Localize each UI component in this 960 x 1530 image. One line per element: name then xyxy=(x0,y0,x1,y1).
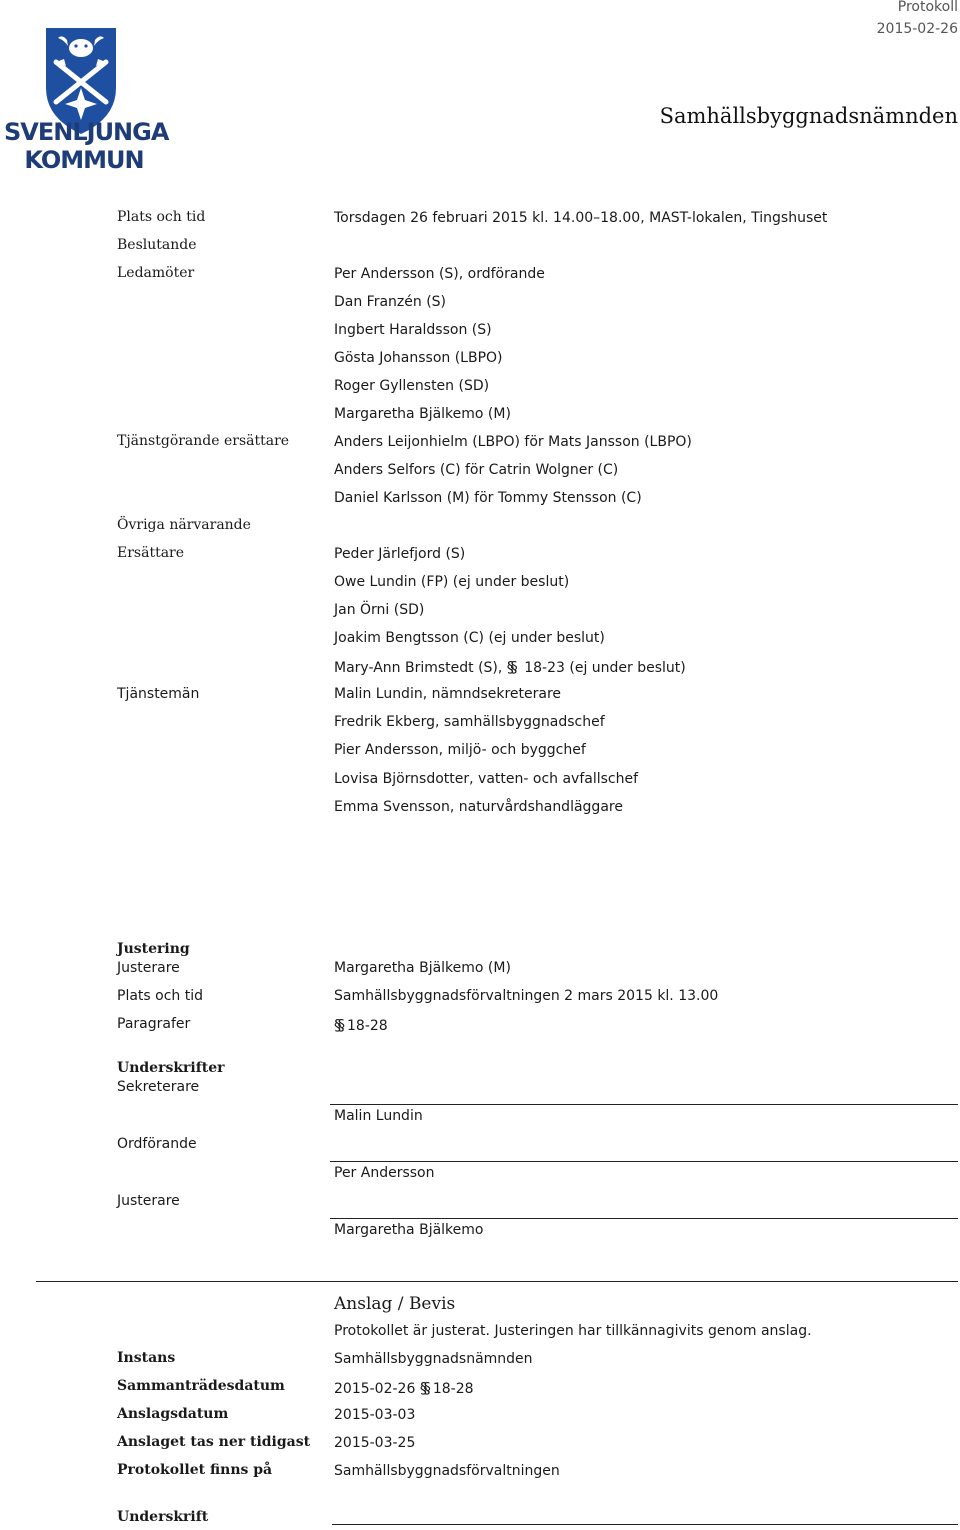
alternate-special-pre: Mary-Ann Brimstedt (S), xyxy=(334,660,507,676)
document-date: 2015-02-26 xyxy=(876,21,958,37)
location-label: Protokollet finns på xyxy=(117,1462,273,1478)
meeting-date: 2015-02-26 xyxy=(334,1381,416,1397)
justering-place-value: Samhällsbyggnadsförvaltningen 2 mars 2015 kl. 13.00 xyxy=(334,988,719,1004)
alternate-special-post: 18-23 (ej under beslut) xyxy=(519,660,686,676)
place-value: Torsdagen 26 februari 2015 kl. 14.00–18.00, MAST-lokalen, Tingshuset xyxy=(334,210,828,226)
committee-title: Samhällsbyggnadsnämnden xyxy=(659,104,958,128)
alternate-item-special xyxy=(334,658,686,676)
signatures-heading: Underskrifter xyxy=(117,1060,225,1076)
justering-paragraphs-range: 18-28 xyxy=(347,1018,388,1034)
chair-label: Ordförande xyxy=(117,1136,197,1152)
paragraph-symbol: §§ xyxy=(419,1379,427,1397)
notice-heading: Anslag / Bevis xyxy=(334,1294,456,1314)
alternate-item: Joakim Bengtsson (C) (ej under beslut) xyxy=(334,630,605,646)
location-value: Samhällsbyggnadsförvaltningen xyxy=(334,1463,560,1479)
member-item: Roger Gyllensten (SD) xyxy=(334,378,490,394)
signature-line xyxy=(332,1524,958,1525)
meeting-date-paragraphs: 18-28 xyxy=(432,1381,474,1397)
paragraph-symbol: §§ xyxy=(334,1016,341,1034)
signature-line xyxy=(330,1104,958,1105)
member-item: Margaretha Bjälkemo (M) xyxy=(334,406,511,422)
justering-adjuster-label: Justerare xyxy=(117,960,180,976)
justering-paragraphs-label: Paragrafer xyxy=(117,1016,191,1032)
logo-line-1: SVENLJUNGA xyxy=(4,118,169,146)
paragraph-symbol: §§ xyxy=(506,658,514,676)
place-label: Plats och tid xyxy=(117,209,206,225)
officials-label: Tjänstemän xyxy=(117,686,200,702)
substitute-item: Anders Selfors (C) för Catrin Wolgner (C) xyxy=(334,462,619,478)
secretary-label: Sekreterare xyxy=(117,1079,200,1095)
signature-line xyxy=(330,1218,958,1219)
substitutes-label: Tjänstgörande ersättare xyxy=(117,433,290,449)
posted-label: Anslagsdatum xyxy=(117,1406,229,1422)
chair-name: Per Andersson xyxy=(334,1165,435,1181)
others-label: Övriga närvarande xyxy=(117,517,251,533)
posted-value: 2015-03-03 xyxy=(334,1407,416,1423)
alternate-item: Jan Örni (SD) xyxy=(334,602,425,618)
signature-line xyxy=(330,1161,958,1162)
justering-paragraphs-value xyxy=(334,1016,388,1034)
official-item: Pier Andersson, miljö- och byggchef xyxy=(334,742,586,758)
official-item: Lovisa Björnsdotter, vatten- och avfallschef xyxy=(334,771,639,787)
justering-adjuster-value: Margaretha Bjälkemo (M) xyxy=(334,960,511,976)
official-item: Malin Lundin, nämndsekreterare xyxy=(334,686,562,702)
meeting-date-value xyxy=(334,1379,474,1397)
meeting-date-label: Sammanträdesdatum xyxy=(117,1378,285,1394)
alternates-label: Ersättare xyxy=(117,545,185,561)
substitute-item: Daniel Karlsson (M) för Tommy Stensson (C) xyxy=(334,490,642,506)
section-divider xyxy=(36,1281,958,1282)
member-item: Dan Franzén (S) xyxy=(334,294,447,310)
removed-value: 2015-03-25 xyxy=(334,1435,416,1451)
instance-label: Instans xyxy=(117,1350,176,1366)
alternate-item: Peder Järlefjord (S) xyxy=(334,546,466,562)
signature-label: Underskrift xyxy=(117,1509,209,1525)
removed-label: Anslaget tas ner tidigast xyxy=(117,1434,311,1450)
substitute-item: Anders Leijonhielm (LBPO) för Mats Jansson (LBPO) xyxy=(334,434,692,450)
instance-value: Samhällsbyggnadsnämnden xyxy=(334,1351,533,1367)
member-item: Per Andersson (S), ordförande xyxy=(334,266,545,282)
notice-statement: Protokollet är justerat. Justeringen har tillkännagivits genom anslag. xyxy=(334,1323,812,1339)
decision-label: Beslutande xyxy=(117,237,197,253)
justering-place-label: Plats och tid xyxy=(117,988,203,1004)
document-type: Protokoll xyxy=(897,0,958,15)
official-item: Emma Svensson, naturvårdshandläggare xyxy=(334,799,623,815)
signature-adjuster-name: Margaretha Bjälkemo xyxy=(334,1222,484,1238)
logo-line-2: KOMMUN xyxy=(24,146,144,174)
alternate-item: Owe Lundin (FP) (ej under beslut) xyxy=(334,574,570,590)
members-label: Ledamöter xyxy=(117,265,195,281)
member-item: Ingbert Haraldsson (S) xyxy=(334,322,492,338)
signature-adjuster-label: Justerare xyxy=(117,1193,180,1209)
official-item: Fredrik Ekberg, samhällsbyggnadschef xyxy=(334,714,605,730)
justering-heading: Justering xyxy=(117,941,190,957)
municipality-logo xyxy=(4,26,169,174)
secretary-name: Malin Lundin xyxy=(334,1108,423,1124)
member-item: Gösta Johansson (LBPO) xyxy=(334,350,503,366)
